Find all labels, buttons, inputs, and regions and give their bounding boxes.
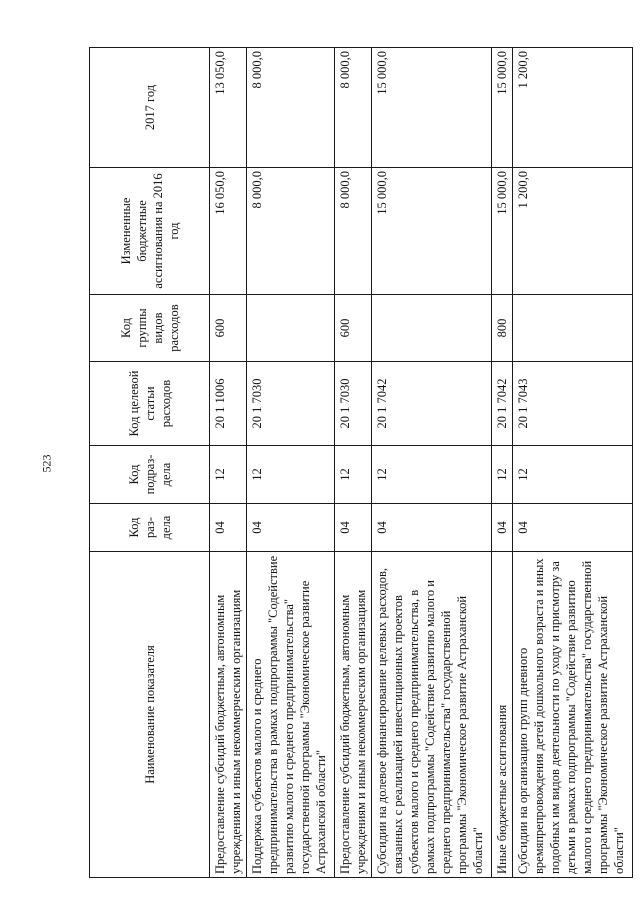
row-y2017: 8 000,0	[247, 48, 335, 168]
row-ass2016: 8 000,0	[247, 168, 335, 295]
row-vid	[513, 295, 633, 362]
row-name: Предоставление субсидий бюджетным, автономным учреждениям и иным некоммерческим организациям	[210, 552, 247, 878]
header-row	[90, 48, 210, 878]
row-statya: 20 1 7030	[335, 362, 372, 446]
row-statya: 20 1 7042	[372, 362, 492, 446]
row-y2017: 1 200,0	[513, 48, 633, 168]
row-name: Поддержка субъектов малого и среднего предпринимательства в рамках подпрограммы "Содействие развитию малого и среднего предпринимательства" государственной программы "Экономическое развитие Астраханской области"	[247, 552, 335, 878]
row-name: Субсидии на организацию групп дневного времяпрепровождения детей дошкольного возраста и иных подобных им видов деятельности по уходу и присмотру за детьми в рамках подпрограммы "Содействие развитию малого и среднего предпринимательства" государственной программы "Экономическое развитие Астраханской области"	[513, 552, 633, 878]
table-row	[247, 48, 335, 878]
row-podrazdel: 12	[513, 446, 633, 504]
table-row	[513, 48, 633, 878]
row-vid	[372, 295, 492, 362]
budget-table	[89, 47, 633, 878]
row-podrazdel: 12	[247, 446, 335, 504]
row-razdel: 04	[372, 504, 492, 552]
row-razdel: 04	[210, 504, 247, 552]
row-vid: 600	[210, 295, 247, 362]
row-podrazdel: 12	[210, 446, 247, 504]
row-ass2016: 15 000,0	[492, 168, 513, 295]
rotated-table-wrapper	[89, 48, 626, 878]
row-podrazdel: 12	[372, 446, 492, 504]
row-ass2016: 16 050,0	[210, 168, 247, 295]
row-y2017: 13 050,0	[210, 48, 247, 168]
row-statya: 20 1 7043	[513, 362, 633, 446]
row-vid: 800	[492, 295, 513, 362]
row-y2017: 8 000,0	[335, 48, 372, 168]
row-razdel: 04	[513, 504, 633, 552]
page-number: 523	[39, 454, 54, 473]
row-y2017: 15 000,0	[372, 48, 492, 168]
row-podrazdel: 12	[335, 446, 372, 504]
row-name: Иные бюджетные ассигнования	[492, 552, 513, 878]
row-name: Предоставление субсидий бюджетным, автономным учреждениям и иным некоммерческим организациям	[335, 552, 372, 878]
row-name: Субсидии на долевое финансирование целевых расходов, связанных с реализацией инвестиционных проектов субъектов малого и среднего предпринимательства, в рамках подпрограммы "Содействие развитию малого и среднего предпринимательства" государственной программы "Экономическое развитие Астраханской области"	[372, 552, 492, 878]
header-vid: Код группы видов расходов	[90, 295, 210, 362]
header-y2017: 2017 год	[90, 48, 210, 168]
header-name: Наименование показателя	[90, 552, 210, 878]
row-razdel: 04	[335, 504, 372, 552]
row-y2017: 15 000,0	[492, 48, 513, 168]
row-statya: 20 1 7030	[247, 362, 335, 446]
row-ass2016: 15 000,0	[372, 168, 492, 295]
header-ass2016: Измененные бюджетные ассигнования на 2016 год	[90, 168, 210, 295]
row-statya: 20 1 1006	[210, 362, 247, 446]
row-vid: 600	[335, 295, 372, 362]
header-podrazdel: Код подраз-дела	[90, 446, 210, 504]
header-razdel: Код раз-дела	[90, 504, 210, 552]
table-row	[335, 48, 372, 878]
row-podrazdel: 12	[492, 446, 513, 504]
table-row	[210, 48, 247, 878]
header-statya: Код целевой статьи расходов	[90, 362, 210, 446]
table-row	[492, 48, 513, 878]
row-razdel: 04	[247, 504, 335, 552]
row-vid	[247, 295, 335, 362]
row-statya: 20 1 7042	[492, 362, 513, 446]
row-razdel: 04	[492, 504, 513, 552]
row-ass2016: 1 200,0	[513, 168, 633, 295]
table-row	[372, 48, 492, 878]
row-ass2016: 8 000,0	[335, 168, 372, 295]
